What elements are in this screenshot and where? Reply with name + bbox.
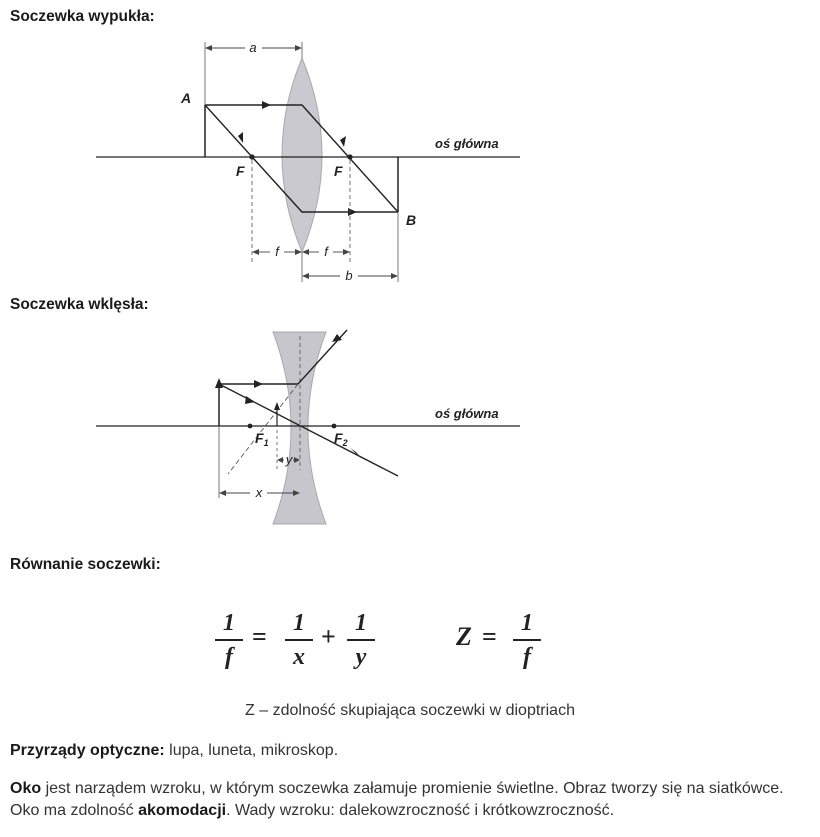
formula-caption: Z – zdolność skupiająca soczewki w dioptriach: [245, 702, 575, 719]
equals-sign: =: [252, 622, 267, 651]
optical-instruments-text: lupa, luneta, mikroskop.: [164, 742, 339, 759]
eye-paragraph: [10, 778, 815, 822]
fraction-1-over-x: 1 x: [282, 608, 316, 672]
label-F-left: F: [236, 163, 245, 179]
label-B: B: [406, 212, 417, 228]
fraction-1-over-f: 1 f: [212, 608, 246, 672]
dim-a-label: a: [249, 40, 257, 55]
eye-word: Oko: [10, 780, 42, 797]
focal-point-F1: [248, 424, 253, 429]
label-F-right: F: [334, 163, 343, 179]
optical-instruments-paragraph: [10, 740, 815, 762]
label-F1: $F_1$: [255, 430, 269, 448]
eye-text-1: jest narządem wzroku, w którym soczewka załamuje promienie świetlne. Obraz tworzy się na siatkówce. Oko ma zdolność: [10, 780, 784, 819]
concave-heading: Soczewka wklęsła:: [10, 296, 149, 313]
dim-x-label: x: [255, 485, 263, 500]
fraction-1-over-y: 1 y: [344, 608, 378, 672]
lens-formula: [200, 608, 560, 672]
concave-lens: [273, 332, 326, 524]
fraction-1-over-f-2: 1 f: [510, 608, 544, 672]
concave-lens-diagram: [0, 310, 820, 540]
focal-point-right: [347, 154, 352, 159]
label-A: A: [181, 90, 192, 106]
concave-axis-label: oś główna: [435, 406, 499, 421]
optical-instruments-title: Przyrządy optyczne:: [10, 742, 165, 759]
z-symbol: Z: [456, 622, 472, 651]
plus-sign: +: [321, 622, 336, 651]
dim-b-label: b: [345, 268, 353, 283]
equation-heading: Równanie soczewki:: [10, 556, 161, 573]
dim-f-left-label: f: [275, 244, 279, 259]
equals-sign-2: =: [482, 622, 497, 651]
convex-axis-label: oś główna: [435, 136, 499, 151]
focal-point-left: [249, 154, 254, 159]
eye-text-2: . Wady wzroku: dalekowzroczność i krótkowzroczność.: [226, 802, 615, 819]
label-F2: $F_2$: [334, 430, 348, 448]
convex-heading: Soczewka wypukła:: [10, 8, 155, 25]
convex-lens-diagram: [0, 0, 820, 290]
dim-f-right-label: f: [324, 244, 328, 259]
convex-lens: [282, 58, 322, 252]
accommodation-word: akomodacji: [138, 802, 227, 819]
focal-point-F2: [332, 424, 337, 429]
dim-y-label: y: [285, 452, 293, 467]
